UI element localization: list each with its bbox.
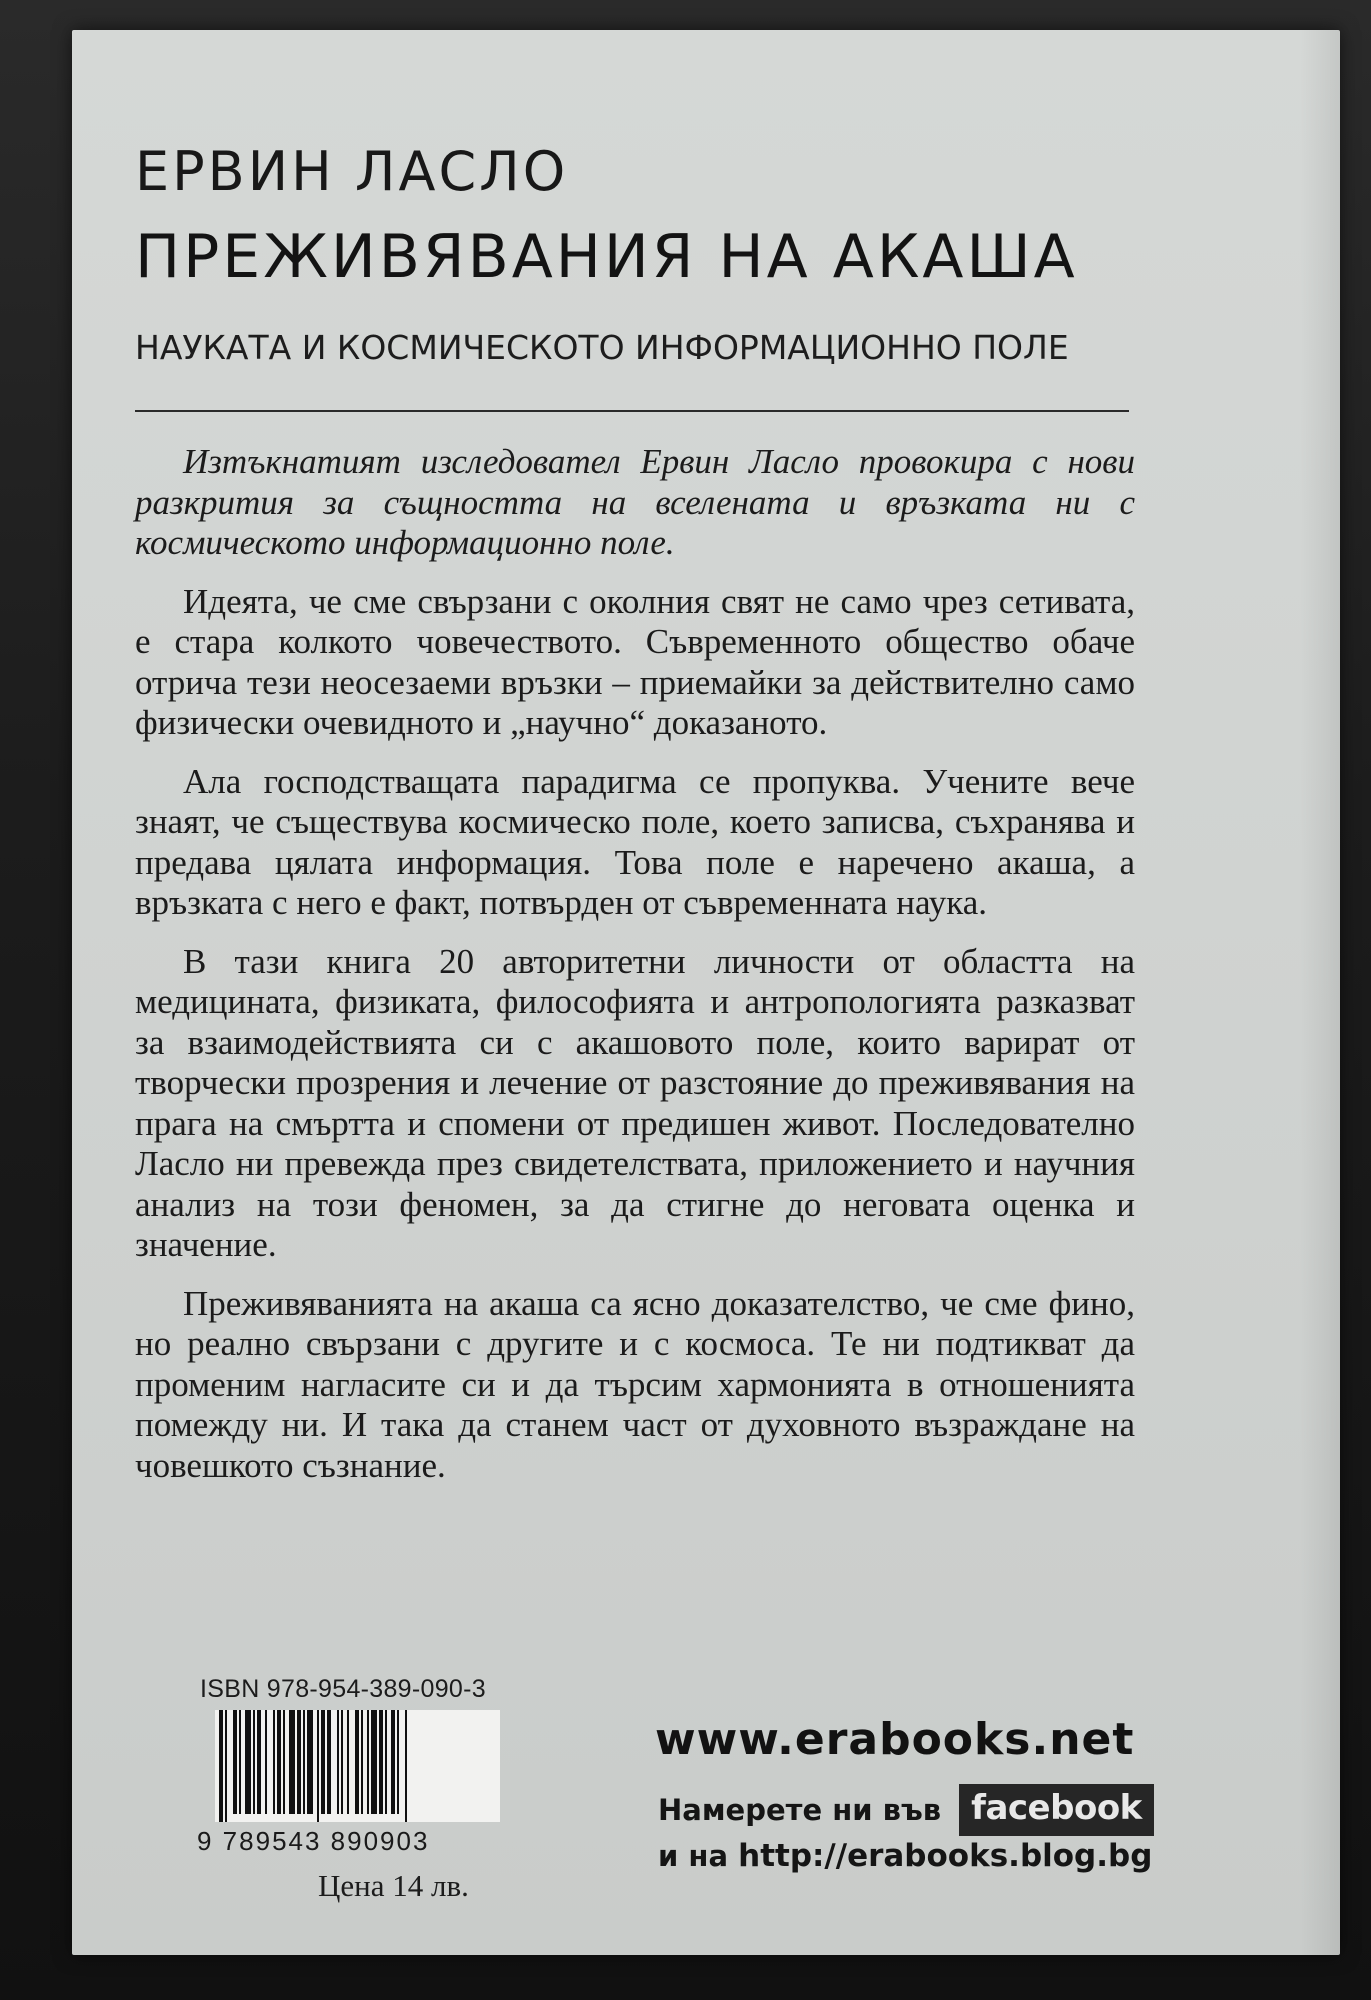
title-divider: [135, 410, 1129, 412]
barcode-bar: [239, 1710, 241, 1814]
barcode-bar: [257, 1710, 261, 1814]
barcode-bar: [277, 1710, 281, 1814]
blurb-paragraph: Ала господстващата парадигма се пропуква. Учените вече знаят, че съществува космическо поле, което записва, съхранява и предава цялата информация. Това поле е наречено акаша, а връзката с него е факт, потвърден от съвременната наука.: [135, 761, 1135, 922]
barcode-bar: [371, 1710, 377, 1814]
blog-prefix: и на: [658, 1839, 729, 1873]
barcode-bar: [225, 1710, 227, 1822]
barcode-bar: [367, 1710, 369, 1814]
barcode-bar: [361, 1710, 363, 1814]
price-label: Цена 14 лв.: [318, 1868, 469, 1903]
isbn-label: ISBN 978-954-389-090-3: [200, 1675, 486, 1703]
blog-url: http://erabooks.blog.bg: [738, 1838, 1153, 1874]
book-title: ПРЕЖИВЯВАНИЯ НА АКАША: [135, 222, 1078, 292]
barcode-bar: [219, 1710, 223, 1822]
blurb-text: [135, 442, 1135, 1504]
barcode-bar: [303, 1710, 305, 1814]
barcode-bar: [391, 1710, 395, 1814]
publisher-website: www.erabooks.net: [655, 1714, 1135, 1765]
barcode-bar: [233, 1710, 237, 1814]
barcode-bar: [317, 1710, 319, 1822]
barcode-bar: [253, 1710, 255, 1814]
author-name: ЕРВИН ЛАСЛО: [135, 140, 569, 203]
barcode-bar: [327, 1710, 331, 1814]
barcode-bar: [355, 1710, 359, 1814]
barcode-bar: [341, 1710, 343, 1814]
barcode-bar: [379, 1710, 383, 1814]
barcode-digits: 9 789543 890903: [197, 1826, 430, 1856]
barcode-bar: [265, 1710, 267, 1814]
blurb-paragraph: Преживяванията на акаша са ясно доказателство, че сме фино, но реално свързани с другите и с космоса. Те ни подтикват да променим нагласите си и да търсим хармонията в отношенията помежду ни. И така да станем част от духовното възраждане на човешкото съзнание.: [135, 1283, 1135, 1485]
facebook-line: [658, 1784, 1154, 1836]
book-subtitle: НАУКАТА И КОСМИЧЕСКОТО ИНФОРМАЦИОННО ПОЛЕ: [135, 328, 1069, 367]
facebook-logo: facebook: [959, 1784, 1154, 1836]
barcode-bar: [405, 1710, 407, 1822]
barcode-bar: [397, 1710, 399, 1814]
barcode: [215, 1710, 500, 1822]
barcode-bar: [297, 1710, 301, 1814]
barcode-bar: [245, 1710, 251, 1814]
find-us-text: Намерете ни във: [658, 1793, 942, 1827]
barcode-bar: [321, 1710, 325, 1814]
blurb-paragraph: Идеята, че сме свързани с околния свят не само чрез сетивата, е стара колкото човечеството. Съвременното общество обаче отрича тези неосезаеми връзки – приемайки за действително само физически очевидното и „научно“ доказаното.: [135, 581, 1135, 742]
barcode-bar: [289, 1710, 295, 1814]
barcode-bar: [273, 1710, 275, 1814]
blurb-paragraph: В тази книга 20 авторитетни личности от областта на медицината, физиката, философията и антропологията разказват за взаимодействията си с акашовото поле, които варират от творчески прозрения и лечение от разстояние до преживявания на прага на смъртта и спомени от предишен живот. Последователно Ласло ни превежда през свидетелствата, приложението и научния анализ на този феномен, за да стигне до неговата оценка и значение.: [135, 941, 1135, 1264]
barcode-bar: [337, 1710, 339, 1814]
barcode-bar: [385, 1710, 387, 1814]
barcode-bars: [215, 1710, 500, 1822]
barcode-bar: [347, 1710, 349, 1814]
blurb-intro-paragraph: Изтъкнатият изследовател Ервин Ласло провокира с нови разкрития за същността на вселената и връзката ни с космическото информационно поле.: [135, 442, 1135, 562]
barcode-bar: [283, 1710, 285, 1814]
barcode-bar: [307, 1710, 313, 1814]
blog-line: [658, 1838, 1152, 1874]
